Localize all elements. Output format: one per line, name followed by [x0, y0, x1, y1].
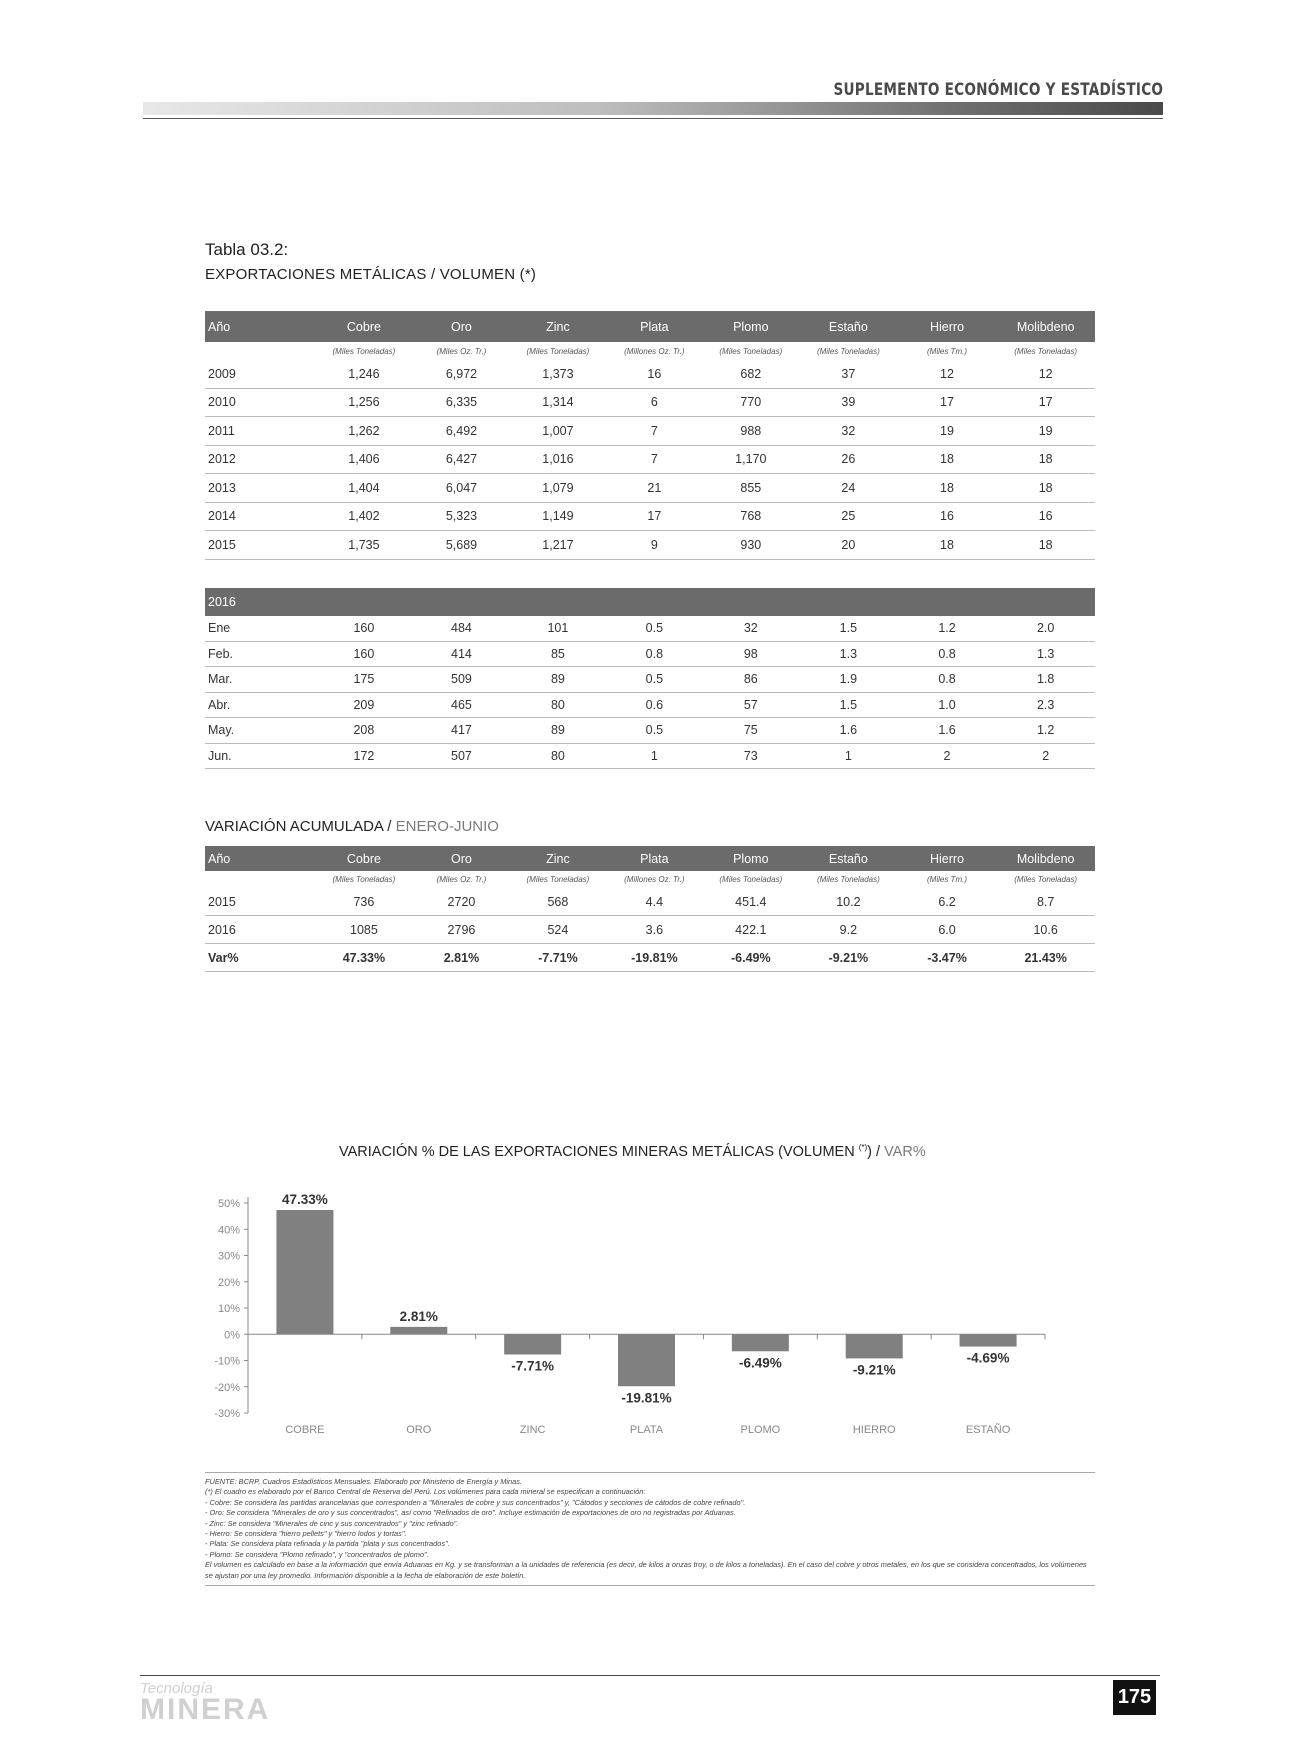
table-cell: 209 [315, 692, 414, 718]
variation-bar-chart [200, 1185, 1080, 1445]
table-cell: 1.5 [799, 692, 898, 718]
table-cell: 17 [898, 388, 997, 417]
logo-minera: MINERA [140, 1693, 271, 1726]
table-cell: 0.8 [898, 667, 997, 693]
table-cell: 32 [799, 417, 898, 446]
table-row [205, 743, 1095, 769]
table-cell: 9.2 [799, 916, 898, 944]
column-header: Plata [606, 311, 702, 342]
variation-row [205, 944, 1095, 972]
unit-label: (Millones Oz. Tr.) [624, 875, 685, 884]
unit-label [205, 871, 315, 888]
table-cell: 17 [996, 388, 1095, 417]
table-cell: 16 [606, 360, 702, 388]
category-label: HIERRO [852, 1424, 896, 1436]
footnote-line: - Plata: Se considera plata refinada y la partida "plata y sus concentrados". [205, 1539, 450, 1549]
table-cell: 57 [703, 692, 799, 718]
table-cell: 1,404 [315, 474, 414, 503]
column-header: Estaño [799, 311, 898, 342]
footnote-line: - Cobre: Se considera las partidas arancelarias que corresponden a "Minerales de cobre y sus concentrados" y, "Cátodos y secciones de cátodos de cobre refinado". [205, 1497, 746, 1507]
table-header-row [205, 311, 1095, 342]
logo-tecnologia: Tecnología [140, 1680, 213, 1697]
data-label: -19.81% [621, 1390, 672, 1406]
table-cell: 1,373 [510, 360, 606, 388]
table-cell: 930 [703, 531, 799, 560]
chart-bar [960, 1334, 1017, 1346]
table-cell: 21 [606, 474, 702, 503]
header-gradient-bar [143, 102, 1163, 115]
variation-cell: -7.71% [510, 944, 606, 972]
table-cell: 10.6 [996, 916, 1095, 944]
table-cell: 414 [413, 641, 509, 667]
column-header: Estaño [799, 846, 898, 871]
table-cell: 0.8 [898, 641, 997, 667]
table-cell: 7 [606, 417, 702, 446]
table-cell: 172 [315, 743, 414, 769]
variation-cell: -3.47% [898, 944, 997, 972]
table-cell: 80 [510, 692, 606, 718]
table-cell: 855 [703, 474, 799, 503]
table-row [205, 692, 1095, 718]
unit-label: (Miles Toneladas) [526, 875, 590, 884]
table-cell: 89 [510, 718, 606, 744]
unit-label: (Millones Oz. Tr.) [624, 346, 685, 356]
monthly-2016-table [205, 588, 1095, 769]
table-cell: 6,427 [413, 445, 509, 474]
table-row [205, 718, 1095, 744]
variation-cell: 21.43% [996, 944, 1095, 972]
table-cell: 524 [510, 916, 606, 944]
footer-rule [140, 1675, 1160, 1676]
column-header: Hierro [898, 311, 997, 342]
table-cell: 1.5 [799, 616, 898, 641]
table-cell: 0.5 [606, 667, 702, 693]
y-tick-label: 0% [224, 1329, 240, 1342]
table-cell: 2.3 [996, 692, 1095, 718]
table-cell: 2.0 [996, 616, 1095, 641]
chart-bar [618, 1334, 675, 1386]
table-row [205, 916, 1095, 944]
table-cell: 1.3 [996, 641, 1095, 667]
column-header: Año [205, 846, 315, 871]
unit-label: (Miles Toneladas) [332, 875, 396, 884]
table-cell: 6,047 [413, 474, 509, 503]
table-cell: 1.9 [799, 667, 898, 693]
table-cell: 18 [898, 531, 997, 560]
table-cell: 18 [898, 445, 997, 474]
table-cell: 1,246 [315, 360, 414, 388]
table-cell: 2015 [205, 888, 315, 916]
table-cell: 1,314 [510, 388, 606, 417]
data-label: -7.71% [511, 1358, 555, 1374]
table-cell: 2010 [205, 388, 315, 417]
footnote-line: - Plomo: Se considera "Plomo refinado", y "concentrados de plomo". [205, 1549, 429, 1559]
table-cell: 417 [413, 718, 509, 744]
table-cell: 2012 [205, 445, 315, 474]
y-tick-label: -10% [214, 1355, 240, 1368]
table-cell: 1 [799, 743, 898, 769]
table-cell: 19 [898, 417, 997, 446]
table-cell: 6,335 [413, 388, 509, 417]
table-cell: 19 [996, 417, 1095, 446]
table-cell: 5,689 [413, 531, 509, 560]
table-cell: 12 [898, 360, 997, 388]
table-cell: 37 [799, 360, 898, 388]
table-cell: 10.2 [799, 888, 898, 916]
column-header: Molibdeno [996, 846, 1095, 871]
category-label: ZINC [519, 1424, 546, 1436]
units-row [205, 342, 1095, 360]
table-row [205, 531, 1095, 560]
unit-label: (Miles Toneladas) [816, 875, 880, 884]
column-header: Cobre [315, 846, 414, 871]
category-label: PLOMO [740, 1424, 781, 1436]
table-cell: Ene [205, 616, 315, 641]
footnote-line: El volumen es calculado en base a la información que envía Aduanas en Kg. y se transforman a la unidades de referencia (es decir, de kilos a onzas troy, o de kilos a toneladas). En el caso del cobre y otros metales, en los que se considera concentrados, los volúmenes se ajustan por una ley promedio. Información disponible a la fecha de elaboración de este boletín. [205, 1560, 1087, 1580]
column-header: Cobre [315, 311, 414, 342]
table-cell: 17 [606, 502, 702, 531]
table-cell: 0.6 [606, 692, 702, 718]
footnote-line: - Oro: Se considera "Minerales de oro y sus concentrados", así como "Refinados de oro". Incluye estimación de exportaciones de oro no registradas por Aduanas. [205, 1508, 736, 1518]
table-cell: 509 [413, 667, 509, 693]
y-tick-label: 40% [217, 1224, 240, 1237]
table-cell: 208 [315, 718, 414, 744]
column-header: Molibdeno [996, 311, 1095, 342]
footnote-line: (*) El cuadro es elaborado por el Banco Central de Reserva del Perú. Los volúmenes para cada mineral se especifican a continuación: [205, 1487, 646, 1497]
table-cell: 86 [703, 667, 799, 693]
table-cell: 1.0 [898, 692, 997, 718]
table-cell: 770 [703, 388, 799, 417]
y-tick-label: 10% [217, 1303, 240, 1315]
chart-bar [504, 1334, 561, 1354]
table-cell: 1085 [315, 916, 414, 944]
table-row [205, 417, 1095, 446]
table-cell: 101 [510, 616, 606, 641]
table-cell: 2 [898, 743, 997, 769]
unit-label [205, 342, 315, 360]
table-cell: 175 [315, 667, 414, 693]
table-cell: 39 [799, 388, 898, 417]
table-cell: 98 [703, 641, 799, 667]
variation-cell: Var% [205, 944, 315, 972]
table-cell: 768 [703, 502, 799, 531]
unit-label: (Miles Tm.) [927, 346, 967, 356]
data-label: -4.69% [966, 1350, 1010, 1366]
unit-label: (Miles Toneladas) [1014, 875, 1078, 884]
table-row [205, 616, 1095, 641]
table-cell: 507 [413, 743, 509, 769]
column-header: Año [205, 311, 315, 342]
table-cell: 85 [510, 641, 606, 667]
table-cell: 8.7 [996, 888, 1095, 916]
table-cell: 1,402 [315, 502, 414, 531]
table-cell: 1,217 [510, 531, 606, 560]
table-cell: 6,492 [413, 417, 509, 446]
table-cell: 18 [898, 474, 997, 503]
unit-label: (Miles Toneladas) [719, 875, 783, 884]
footnote-line: FUENTE: BCRP, Cuadros Estadísticos Mensuales. Elaborado por Ministerio de Energía y Minas. [205, 1477, 522, 1486]
header-title: SUPLEMENTO ECONÓMICO Y ESTADÍSTICO [833, 80, 1163, 100]
category-label: ESTAÑO [965, 1424, 1011, 1436]
table-cell: 2011 [205, 417, 315, 446]
table-cell: 18 [996, 445, 1095, 474]
table-cell: 0.5 [606, 616, 702, 641]
table-cell: 1,007 [510, 417, 606, 446]
table-cell: 1,170 [703, 445, 799, 474]
data-label: -6.49% [738, 1355, 782, 1371]
table-cell: 1,735 [315, 531, 414, 560]
footnote-line: - Zinc: Se considera "Minerales de cinc y sus concentrados" y "zinc refinado". [205, 1518, 459, 1528]
table-cell: 89 [510, 667, 606, 693]
table-cell: 0.5 [606, 718, 702, 744]
table-cell: 16 [996, 502, 1095, 531]
table-cell: Mar. [205, 667, 315, 693]
cumulative-variation-title [205, 818, 499, 835]
chart-title-accent: VAR% [884, 1143, 926, 1160]
table-cell: 1,406 [315, 445, 414, 474]
column-header: Plomo [703, 846, 799, 871]
table-cell: 6,972 [413, 360, 509, 388]
table-cell: 18 [996, 474, 1095, 503]
variation-cell: -19.81% [606, 944, 702, 972]
table-cell: 1,262 [315, 417, 414, 446]
chart-bar [732, 1334, 789, 1351]
table-cell: 2015 [205, 531, 315, 560]
footnote-line: - Hierro: Se considera "hierro pellets" y "hierro lodos y tortas". [205, 1529, 407, 1539]
table-cell: 568 [510, 888, 606, 916]
category-label: PLATA [629, 1424, 664, 1436]
variation-cell: 2.81% [413, 944, 509, 972]
column-header: Zinc [510, 311, 606, 342]
table-row [205, 888, 1095, 916]
table-cell: 24 [799, 474, 898, 503]
table-row [205, 360, 1095, 388]
table-cell: 80 [510, 743, 606, 769]
header-rule [143, 118, 1163, 119]
table-cell: 7 [606, 445, 702, 474]
table-cell: Feb. [205, 641, 315, 667]
unit-label: (Miles Oz. Tr.) [436, 346, 487, 356]
table-cell: Jun. [205, 743, 315, 769]
unit-label: (Miles Toneladas) [332, 346, 396, 356]
unit-label: (Miles Oz. Tr.) [436, 875, 487, 884]
y-tick-label: 30% [217, 1250, 240, 1263]
category-label: ORO [406, 1424, 432, 1436]
column-header: Zinc [510, 846, 606, 871]
unit-label: (Miles Tm.) [927, 875, 967, 884]
chart-bar [276, 1210, 333, 1334]
table-cell: 736 [315, 888, 414, 916]
table-cell: 6 [606, 388, 702, 417]
table-cell: 5,323 [413, 502, 509, 531]
y-tick-label: 20% [217, 1276, 240, 1289]
table-cell: 2009 [205, 360, 315, 388]
table-cell: 465 [413, 692, 509, 718]
table-cell: 32 [703, 616, 799, 641]
page-number: 175 [1113, 1680, 1156, 1715]
table-row [205, 388, 1095, 417]
table-cell: 1.6 [799, 718, 898, 744]
table-row [205, 502, 1095, 531]
table-cell: 1.8 [996, 667, 1095, 693]
table-cell: 484 [413, 616, 509, 641]
cumulative-variation-table [205, 846, 1095, 972]
chart-title-sup: (*) [858, 1143, 868, 1152]
table-cell: 160 [315, 641, 414, 667]
cumulative-variation-title-accent: ENERO-JUNIO [395, 818, 499, 835]
table-cell: Abr. [205, 692, 315, 718]
table-cell: 73 [703, 743, 799, 769]
table-cell: 6.2 [898, 888, 997, 916]
table-row [205, 474, 1095, 503]
table-cell: May. [205, 718, 315, 744]
table-cell: 9 [606, 531, 702, 560]
table-cell: 1.2 [996, 718, 1095, 744]
table-cell: 2016 [205, 916, 315, 944]
table-title: EXPORTACIONES METÁLICAS / VOLUMEN (*) [205, 266, 537, 283]
column-header: Oro [413, 311, 509, 342]
column-header: Plomo [703, 311, 799, 342]
data-label: 47.33% [282, 1192, 328, 1208]
table-cell: 25 [799, 502, 898, 531]
y-tick-label: -30% [214, 1408, 240, 1420]
variation-cell: -6.49% [703, 944, 799, 972]
table-cell: 1,016 [510, 445, 606, 474]
table-cell: 16 [898, 502, 997, 531]
table-cell: 2014 [205, 502, 315, 531]
table-cell: 682 [703, 360, 799, 388]
column-header: Oro [413, 846, 509, 871]
cumulative-variation-title-main: VARIACIÓN ACUMULADA / [205, 818, 392, 835]
table-cell: 75 [703, 718, 799, 744]
units-row [205, 871, 1095, 888]
chart-title [339, 1143, 926, 1160]
table-row [205, 641, 1095, 667]
table-cell: 2796 [413, 916, 509, 944]
table-cell: 2 [996, 743, 1095, 769]
category-label: COBRE [285, 1424, 325, 1436]
chart-bar [390, 1327, 447, 1334]
unit-label: (Miles Toneladas) [816, 346, 880, 356]
table-row [205, 445, 1095, 474]
y-tick-label: -20% [214, 1381, 240, 1394]
table-cell: 12 [996, 360, 1095, 388]
unit-label: (Miles Toneladas) [719, 346, 783, 356]
table-cell: 1.6 [898, 718, 997, 744]
table-cell: 1,256 [315, 388, 414, 417]
table-cell: 1 [606, 743, 702, 769]
table-cell: 26 [799, 445, 898, 474]
table-cell: 0.8 [606, 641, 702, 667]
table-cell: 1,079 [510, 474, 606, 503]
data-label: 2.81% [399, 1308, 438, 1324]
table-cell: 1,149 [510, 502, 606, 531]
variation-cell: -9.21% [799, 944, 898, 972]
table-row [205, 667, 1095, 693]
year-2016-header: 2016 [205, 588, 1095, 616]
table-cell: 2720 [413, 888, 509, 916]
table-cell: 20 [799, 531, 898, 560]
exports-volume-table [205, 311, 1095, 560]
table-cell: 988 [703, 417, 799, 446]
data-label: -9.21% [852, 1362, 896, 1378]
table-cell: 451.4 [703, 888, 799, 916]
table-cell: 160 [315, 616, 414, 641]
column-header: Hierro [898, 846, 997, 871]
chart-title-main: VARIACIÓN % DE LAS EXPORTACIONES MINERAS METÁLICAS (VOLUMEN [339, 1143, 855, 1160]
variation-cell: 47.33% [315, 944, 414, 972]
chart-title-close: ) / [867, 1143, 881, 1160]
table-cell: 422.1 [703, 916, 799, 944]
table-cell: 1.2 [898, 616, 997, 641]
table-label: Tabla 03.2: [205, 240, 289, 259]
footnotes [205, 1472, 1095, 1586]
table-cell: 18 [996, 531, 1095, 560]
unit-label: (Miles Toneladas) [1014, 346, 1078, 356]
y-tick-label: 50% [217, 1198, 240, 1210]
column-header: Plata [606, 846, 702, 871]
table-cell: 2013 [205, 474, 315, 503]
table-cell: 6.0 [898, 916, 997, 944]
table-cell: 1.3 [799, 641, 898, 667]
table-cell: 4.4 [606, 888, 702, 916]
unit-label: (Miles Toneladas) [526, 346, 590, 356]
chart-bar [846, 1334, 903, 1358]
table-cell: 3.6 [606, 916, 702, 944]
